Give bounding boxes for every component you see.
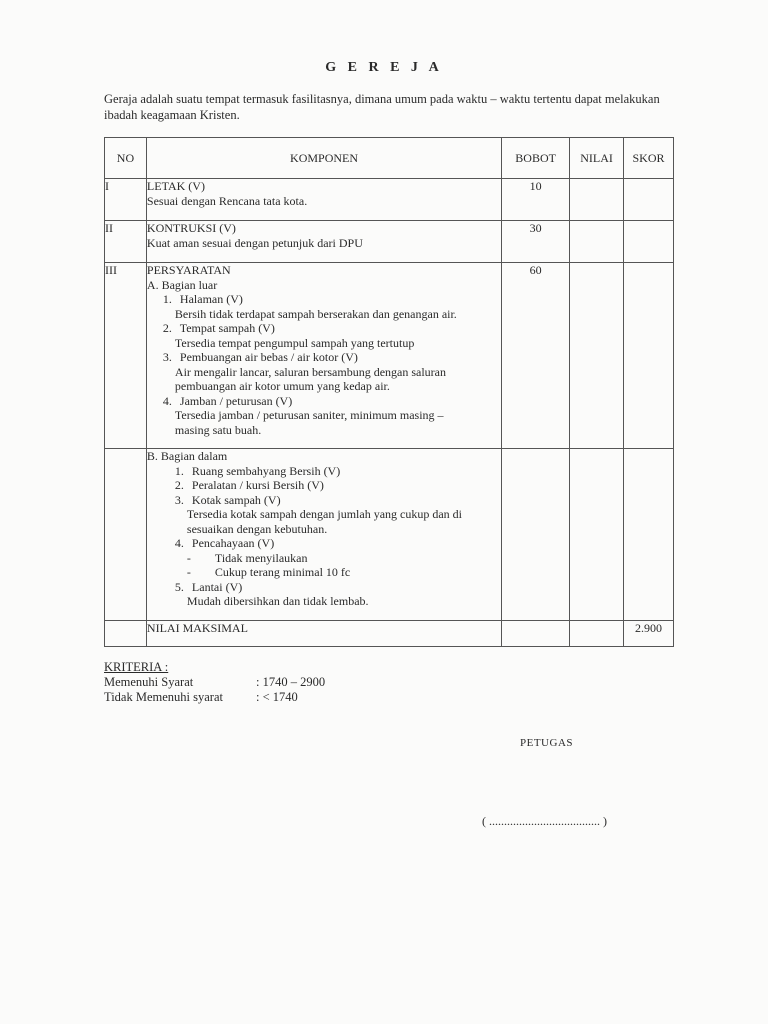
table-row [105, 221, 674, 263]
row-nilai [570, 221, 624, 263]
list-sub-item: - Tidak menyilaukan [186, 550, 308, 565]
list-item: 2. Peralatan / kursi Bersih (V) [174, 478, 324, 492]
total-skor: 2.900 [624, 621, 674, 647]
row-desc: Sesuai dengan Rencana tata kota. [146, 193, 308, 208]
row-bobot: 30 [502, 221, 570, 263]
kriteria-title: KRITERIA : [104, 660, 169, 674]
list-item-desc: Tersedia kotak sampah dengan jumlah yang cukup dan di sesuaikan dengan kebutuhan. [186, 507, 463, 536]
section-b-title: B. Bagian dalam [146, 449, 228, 463]
list-item-desc: Mudah dibersihkan dan tidak lembab. [186, 594, 369, 608]
row-number [105, 621, 147, 647]
table-row [105, 263, 674, 449]
row-skor [624, 179, 674, 221]
kriteria-label: Tidak Memenuhi syarat [104, 690, 223, 704]
row-skor [624, 263, 674, 449]
row-nilai [570, 449, 624, 621]
list-item: 1. Ruang sembahyang Bersih (V) [174, 463, 341, 478]
row-number: III [105, 263, 147, 449]
row-nilai [570, 263, 624, 449]
row-number: I [105, 179, 147, 221]
row-komponen [146, 263, 501, 449]
list-item-desc: Bersih tidak terdapat sampah berserakan dan genangan air. [174, 306, 457, 321]
table-header-row [105, 138, 674, 179]
row-nilai [570, 179, 624, 221]
row-bobot [502, 449, 570, 621]
kriteria-value: : < 1740 [256, 690, 298, 704]
list-item: 4. Pencahayaan (V) [174, 536, 275, 550]
header-skor: SKOR [624, 138, 674, 179]
list-item-desc: Air mengalir lancar, saluran bersambung dengan saluran pembuangan air kotor umum yang kedap air. [174, 364, 447, 393]
row-komponen [146, 221, 501, 263]
signature-line: ( ..................................... ) [482, 814, 607, 828]
row-number [105, 449, 147, 621]
row-number: II [105, 221, 147, 263]
row-bobot [502, 621, 570, 647]
table-row [105, 449, 674, 621]
table-row [105, 179, 674, 221]
row-bobot: 60 [502, 263, 570, 449]
total-label: NILAI MAKSIMAL [146, 621, 501, 647]
list-item: 1. Halaman (V) [162, 292, 243, 306]
kriteria-label: Memenuhi Syarat [104, 675, 194, 689]
header-bobot: BOBOT [502, 138, 570, 179]
list-item: 2. Tempat sampah (V) [162, 321, 275, 335]
kriteria-row [104, 675, 325, 690]
assessment-table [104, 137, 674, 647]
row-bobot: 10 [502, 179, 570, 221]
list-item: 3. Kotak sampah (V) [174, 492, 281, 507]
row-title: LETAK (V) [146, 179, 205, 193]
row-skor [624, 449, 674, 621]
header-no: NO [105, 138, 147, 179]
kriteria-value: : 1740 – 2900 [256, 675, 326, 689]
list-item: 5. Lantai (V) [174, 579, 243, 594]
list-item-desc: Tersedia tempat pengumpul sampah yang tertutup [174, 335, 415, 350]
section-a-title: A. Bagian luar [146, 277, 218, 292]
row-desc: Kuat aman sesuai dengan petunjuk dari DPU [146, 235, 363, 250]
row-title: PERSYARATAN [146, 263, 231, 277]
petugas-label: PETUGAS [520, 737, 574, 749]
header-nilai: NILAI [570, 138, 624, 179]
list-sub-item: - Cukup terang minimal 10 fc [186, 565, 351, 579]
kriteria-row [104, 690, 325, 705]
table-total-row [105, 621, 674, 647]
row-title: KONTRUKSI (V) [146, 221, 236, 235]
list-item: 3. Pembuangan air bebas / air kotor (V) [162, 350, 358, 364]
intro-paragraph: Geraja adalah suatu tempat termasuk fasilitasnya, dimana umum pada waktu – waktu tertentu dapat melakukan ibadah keagamaan Kristen. [104, 92, 660, 122]
list-item-desc: Tersedia jamban / peturusan saniter, minimum masing – masing satu buah. [174, 408, 444, 437]
row-skor [624, 221, 674, 263]
header-komponen: KOMPONEN [146, 138, 501, 179]
page-title: G E R E J A [325, 60, 443, 75]
list-item: 4. Jamban / peturusan (V) [162, 393, 293, 408]
row-komponen [146, 449, 501, 621]
row-komponen [146, 179, 501, 221]
row-nilai [570, 621, 624, 647]
kriteria-section [104, 660, 325, 705]
